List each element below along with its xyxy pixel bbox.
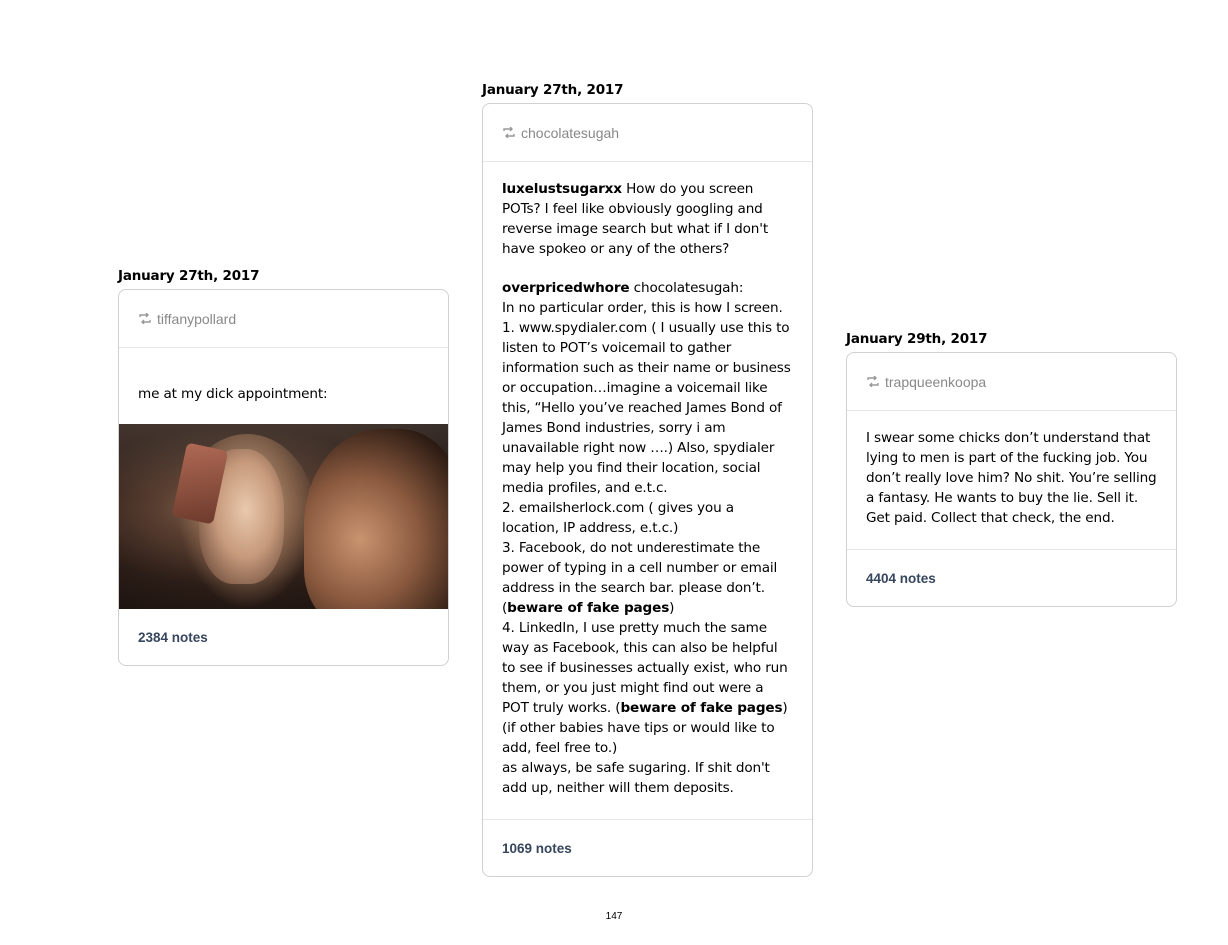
post-card	[482, 103, 813, 877]
post-body	[847, 411, 1176, 549]
answer-item-2: 2. emailsherlock.com ( gives you a location, IP address, e.t.c.)	[502, 500, 734, 536]
post-card	[118, 289, 449, 666]
post-body	[483, 162, 812, 819]
answer-item-4: 4. LinkedIn, I use pretty much the same way as Facebook, this can also be helpful to see if businesses actually exist, who run them, or you just might find out were a POT truly works. (beware of fake pages)	[502, 620, 788, 716]
post-author-link[interactable]: trapqueenkoopa	[885, 373, 987, 390]
answer-item-3: 3. Facebook, do not underestimate the power of typing in a cell number or email address in the search bar. please don’t. (beware of fake pages)	[502, 540, 778, 616]
answer-item-5: (if other babies have tips or would like to add, feel free to.)	[502, 720, 775, 756]
post-author-link[interactable]: tiffanypollard	[157, 310, 237, 327]
post-column-1	[118, 268, 449, 666]
post-date: January 29th, 2017	[846, 331, 988, 347]
post-photo[interactable]	[119, 424, 449, 609]
post-date: January 27th, 2017	[482, 82, 624, 98]
reblog-icon	[502, 127, 516, 138]
page-number: 147	[605, 911, 623, 922]
post-text: I swear some chicks don’t understand that lying to men is part of the fucking job. You don’t really love him? No shit. You’re selling a fantasy. He wants to buy the lie. Sell it. Get paid. Collect that check, the end.	[866, 430, 1157, 526]
post-header	[483, 104, 812, 162]
reblog-icon	[866, 376, 880, 387]
post-header	[119, 290, 448, 348]
post-card	[846, 352, 1177, 607]
answer-item-1: 1. www.spydialer.com ( I usually use this to listen to POT’s voicemail to gather information such as their name or business or occupation…imagine a voicemail like this, “Hello you’ve reached James Bond of James Bond industries, sorry i am unavailable right now ….) Also, spydialer may help you find their location, social media profiles, and e.t.c.	[502, 320, 791, 496]
post-date: January 27th, 2017	[118, 268, 260, 284]
post-column-3	[846, 331, 1177, 607]
answer-intro: In no particular order, this is how I screen.	[502, 300, 783, 316]
post-header	[847, 353, 1176, 411]
post-notes-link[interactable]: 4404 notes	[847, 549, 1176, 606]
warning-bold: beware of fake pages	[620, 700, 783, 716]
post-notes-link[interactable]: 1069 notes	[483, 819, 812, 876]
post-notes-link[interactable]: 2384 notes	[138, 629, 208, 645]
post-caption: me at my dick appointment:	[138, 386, 328, 402]
warning-bold: beware of fake pages	[507, 600, 670, 616]
answer-closing: as always, be safe sugaring. If shit don't add up, neither will them deposits.	[502, 760, 770, 796]
question-user-link[interactable]: luxelustsugarxx	[502, 181, 622, 197]
question-paragraph	[502, 179, 793, 259]
post-body	[119, 348, 448, 424]
question-text: How do you screen POTs? I feel like obviously googling and reverse image search but what if I don't have spokeo or any of the others?	[502, 181, 769, 257]
post-author-link[interactable]: chocolatesugah	[521, 124, 620, 141]
answer-user-link[interactable]: overpricedwhore	[502, 280, 630, 296]
answer-attribution	[502, 278, 793, 298]
reblog-icon	[138, 313, 152, 324]
answer-lead: chocolatesugah:	[629, 280, 744, 296]
post-column-2	[482, 82, 813, 877]
